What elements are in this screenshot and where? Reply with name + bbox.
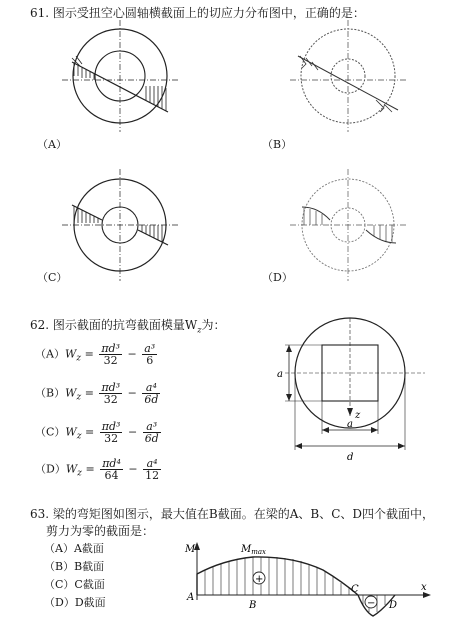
q63-option-d[interactable]: （D）D截面 — [44, 596, 106, 609]
q63-line2: 剪力为零的截面是： — [46, 524, 155, 538]
q62-text: 图示截面的抗弯截面模量W — [52, 318, 198, 332]
q61-number: 61. — [30, 6, 50, 20]
q61-figure-d — [288, 165, 408, 285]
q63-label-mmax: $M_{max}$ — [241, 544, 267, 556]
q61-option-a[interactable]: （A） — [37, 138, 67, 151]
q63-minus-sign: − — [367, 598, 376, 609]
q62-figure — [275, 318, 435, 464]
q62-option-c[interactable]: $(C)W_z$ = $\frac{\text{πd³}}{32}$ − $\frac{\text{a³}}{6d}$ — [35, 420, 159, 445]
q61-option-d[interactable]: （D） — [262, 271, 293, 284]
q63-label-m: M — [185, 544, 196, 555]
q63-label-d: D — [389, 600, 398, 611]
q61-text: 图示受扭空心圆轴横截面上的切应力分布图中，正确的是： — [52, 6, 365, 20]
q61-figure-c — [60, 165, 180, 285]
q63-label-x: x — [421, 582, 427, 593]
q63-option-c[interactable]: （C）C截面 — [44, 578, 105, 591]
q63-label-a: A — [187, 592, 195, 603]
q62-stem — [30, 316, 226, 334]
q62-label-a-bottom: a — [347, 419, 353, 430]
q62-option-d[interactable]: $(D)W_z$ = $\frac{\text{πd⁴}}{64}$ − $\frac{\text{a⁴}}{12}$ — [35, 457, 160, 482]
q62-option-a[interactable]: $(A)W_z$ = $\frac{\text{πd³}}{32}$ − $\frac{\text{a³}}{6}$ — [35, 342, 156, 367]
q63-plus-sign: + — [255, 574, 264, 585]
q61-option-b[interactable]: （B） — [262, 138, 293, 151]
q63-option-b[interactable]: （B）B截面 — [44, 560, 105, 573]
q62-text-sub: z — [197, 325, 202, 335]
q62-label-a-left: a — [277, 369, 283, 380]
q62-number: 62. — [30, 318, 50, 332]
q63-number: 63. — [30, 507, 50, 521]
q62-label-z: z — [355, 410, 361, 421]
q63-stem-line1 — [30, 505, 434, 522]
q61-figure-b — [288, 16, 408, 136]
q62-option-b[interactable]: $(B)W_z$ = $\frac{\text{πd³}}{32}$ − $\frac{\text{a⁴}}{6d}$ — [35, 381, 159, 406]
q63-line1: 梁的弯矩图如图示，最大值在B截面。在梁的A、B、C、D四个截面中， — [52, 507, 435, 521]
q62-text-end: 为： — [201, 318, 226, 332]
q61-option-c[interactable]: （C） — [37, 271, 68, 284]
q61-figure-a — [60, 16, 180, 136]
q63-label-c: C — [351, 584, 359, 595]
q63-label-b: B — [249, 600, 257, 611]
q62-label-d: d — [347, 452, 354, 463]
q63-option-a[interactable]: （A）A截面 — [44, 542, 104, 555]
q63-moment-diagram — [183, 540, 433, 620]
